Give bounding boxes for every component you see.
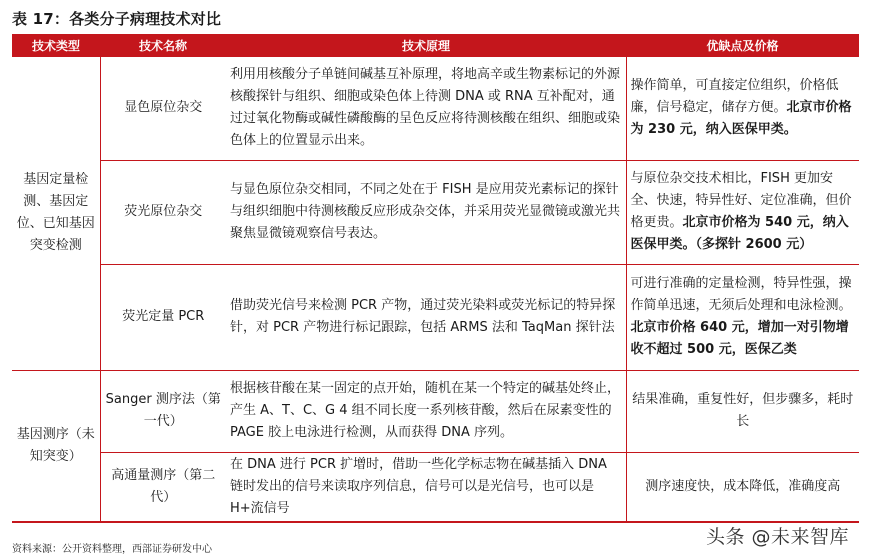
tech-name-cell: 荧光原位杂交 <box>100 160 226 264</box>
tech-name-cell: 显色原位杂交 <box>100 57 226 160</box>
tech-name-cell: 荧光定量 PCR <box>100 264 226 370</box>
price-text: 北京市价格 640 元，增加一对引物增收不超过 500 元，医保乙类 <box>630 320 849 357</box>
header-tech-name: 技术名称 <box>100 34 226 57</box>
advantages-text: 与原位杂交技术相比，FISH 更加安全、快速，特异性好、定位准确，但价格更贵。 <box>630 171 852 230</box>
table-row <box>12 370 859 452</box>
tech-name-cell: 高通量测序（第二代） <box>100 452 226 522</box>
table-row <box>12 264 859 370</box>
principle-cell: 在 DNA 进行 PCR 扩增时，借助一些化学标志物在碱基插入 DNA 链时发出的信号来读取序列信息，信号可以是光信号，也可以是 H+流信号 <box>226 452 626 522</box>
tech-name-cell: Sanger 测序法（第一代） <box>100 370 226 452</box>
principle-cell: 利用用核酸分子单链间碱基互补原理，将地高辛或生物素标记的外源核酸探针与组织、细胞或染色体上待测 DNA 或 RNA 互补配对，通过过氧化物酶或碱性磷酸酶的呈色反应将待测核酸在组织、细胞或染色体上的位置显示出来。 <box>230 67 621 149</box>
header-row <box>12 34 859 57</box>
advantages-cell: 测序速度快，成本降低，准确度高 <box>626 452 859 522</box>
price-text: 北京市价格为 230 元，纳入医保甲类。 <box>630 100 852 138</box>
comparison-table <box>12 34 859 523</box>
header-principle: 技术原理 <box>226 34 626 57</box>
advantages-cell: 结果准确，重复性好，但步骤多，耗时长 <box>626 370 859 452</box>
advantages-text: 可进行准确的定量检测，特异性强，操作简单迅速，无须后处理和电泳检测。 <box>630 276 852 313</box>
table-row <box>12 160 859 264</box>
advantages-cell <box>626 264 859 370</box>
source-note: 资料来源：公开资料整理，西部证券研发中心 <box>12 544 212 555</box>
principle-cell: 与显色原位杂交相同，不同之处在于 FISH 是应用荧光素标记的探针与组织细胞中待测核酸反应形成杂交体，并采用荧光显微镜或激光共聚焦显微镜观察信号表达。 <box>226 160 626 264</box>
principle-cell: 借助荧光信号来检测 PCR 产物，通过荧光染料或荧光标记的特异探针，对 PCR 产物进行标记跟踪，包括 ARMS 法和 TaqMan 探针法 <box>226 264 626 370</box>
table-row <box>12 57 859 160</box>
watermark: 头条 @未来智库 <box>705 526 849 548</box>
advantages-text: 操作简单，可直接定位组织，价格低廉，信号稳定，储存方便。 <box>630 78 839 116</box>
principle-cell: 根据核苷酸在某一固定的点开始，随机在某一个特定的碱基处终止，产生 A、T、C、G 4 组不同长度一系列核苷酸，然后在尿素变性的 PAGE 胶上电泳进行检测，从而获得 DNA 序列。 <box>226 370 626 452</box>
header-advantages: 优缺点及价格 <box>626 34 859 57</box>
tech-type-cell: 基因定量检测、基因定位、已知基因突变检测 <box>16 172 95 254</box>
advantages-cell <box>626 160 859 264</box>
header-tech-type: 技术类型 <box>12 34 100 57</box>
advantages-cell <box>626 57 859 160</box>
table-row <box>12 452 859 522</box>
table-title: 表 17：各类分子病理技术对比 <box>12 10 222 28</box>
price-text: 北京市价格为 540 元，纳入医保甲类。（多探针 2600 元） <box>630 215 849 252</box>
tech-type-cell: 基因测序（未知突变） <box>12 370 100 522</box>
